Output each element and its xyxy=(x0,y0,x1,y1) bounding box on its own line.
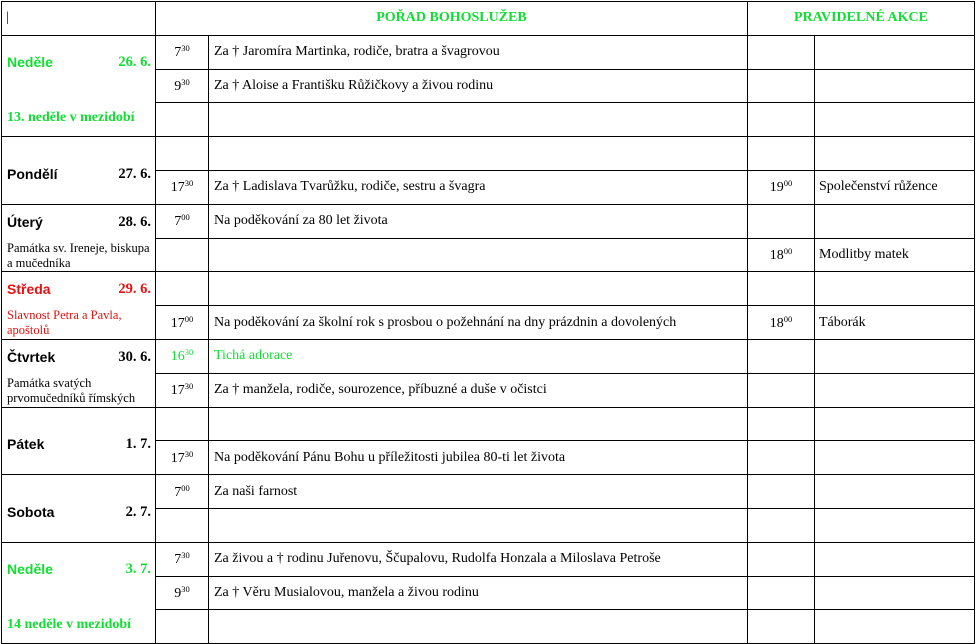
mass-intention xyxy=(209,407,748,441)
sunday-title: 13. neděle v mezidobí xyxy=(7,110,135,126)
activity-time-minute: 00 xyxy=(783,313,793,324)
mass-intention: Za naši farnost xyxy=(209,475,748,509)
mass-time-minute: 00 xyxy=(184,313,194,324)
mass-time-minute: 30 xyxy=(181,550,190,561)
activity-name xyxy=(815,137,975,171)
mass-intention: Za † Věru Musialovou, manžela a živou rodinu xyxy=(209,576,748,610)
schedule-row xyxy=(2,35,975,69)
activity-time xyxy=(748,373,815,407)
day-note: Slavnost Petra a Pavla, apoštolů xyxy=(7,308,122,338)
mass-time-hour: 16 xyxy=(170,349,185,365)
day-date: 28. 6. xyxy=(118,213,151,230)
mass-intention xyxy=(209,238,748,272)
activity-time xyxy=(748,339,815,373)
mass-time xyxy=(156,508,209,542)
activity-time-hour: 18 xyxy=(769,315,784,331)
day-header xyxy=(7,561,151,578)
mass-time-minute: 30 xyxy=(181,43,190,54)
mass-time-minute: 30 xyxy=(181,583,190,594)
mass-intention xyxy=(209,610,748,644)
activity-name xyxy=(815,610,975,644)
mass-intention xyxy=(209,103,748,137)
mass-intention: Za † Ladislava Tvarůžku, rodiče, sestru a švagra xyxy=(209,170,748,204)
mass-intention xyxy=(209,137,748,171)
schedule-row xyxy=(2,204,975,238)
mass-time xyxy=(156,475,209,509)
mass-time xyxy=(156,238,209,272)
mass-time xyxy=(156,137,209,171)
mass-intention: Za † Jaromíra Martinka, rodiče, bratra a švagrovou xyxy=(209,35,748,69)
mass-time xyxy=(156,610,209,644)
activity-time xyxy=(748,475,815,509)
activity-name xyxy=(815,35,975,69)
mass-time-hour: 17 xyxy=(170,180,185,196)
day-name: Úterý xyxy=(7,213,43,230)
day-date: 1. 7. xyxy=(125,436,151,453)
day-header xyxy=(7,281,151,298)
mass-time-hour: 17 xyxy=(170,450,185,466)
day-note: Památka svatých prvomučedníků římských xyxy=(7,375,136,405)
activity-time-minute: 00 xyxy=(783,178,793,189)
day-note: Památka sv. Ireneje, biskupa a mučedníka xyxy=(7,240,150,270)
mass-time-minute: 00 xyxy=(181,212,190,223)
activity-name xyxy=(815,576,975,610)
schedule-row xyxy=(2,542,975,576)
mass-time xyxy=(156,35,209,69)
mass-time-hour: 9 xyxy=(174,78,182,94)
mass-time-minute: 30 xyxy=(184,448,194,459)
mass-time-hour: 7 xyxy=(174,214,182,230)
activity-time xyxy=(748,204,815,238)
day-header xyxy=(7,166,151,183)
activities-title: PRAVIDELNÉ AKCE xyxy=(748,2,975,36)
mass-time-minute: 00 xyxy=(181,482,190,493)
mass-time-minute: 30 xyxy=(184,178,194,189)
day-cell xyxy=(2,137,156,205)
day-name: Pondělí xyxy=(7,165,58,182)
activity-name: Táborák xyxy=(815,306,975,340)
mass-intention xyxy=(209,508,748,542)
mass-intention: Na poděkování za školní rok s prosbou o požehnání na dny prázdnin a dovolených xyxy=(209,306,748,340)
activity-name xyxy=(815,475,975,509)
mass-intention: Za † manžela, rodiče, sourozence, příbuzné a duše v očistci xyxy=(209,373,748,407)
activity-time xyxy=(748,137,815,171)
schedule-row xyxy=(2,137,975,171)
activity-name xyxy=(815,272,975,306)
schedule-row xyxy=(2,272,975,306)
day-name: Čtvrtek xyxy=(7,348,56,365)
day-date: 27. 6. xyxy=(118,165,151,182)
mass-time xyxy=(156,170,209,204)
activity-time xyxy=(748,610,815,644)
day-name: Neděle xyxy=(7,53,53,70)
mass-time xyxy=(156,441,209,475)
mass-time xyxy=(156,69,209,103)
mass-time-hour: 17 xyxy=(170,315,185,331)
activity-time-minute: 00 xyxy=(783,245,793,256)
day-cell xyxy=(2,542,156,643)
day-date: 26. 6. xyxy=(118,53,151,70)
day-cell xyxy=(2,475,156,543)
activity-name xyxy=(815,339,975,373)
activity-time-hour: 18 xyxy=(769,247,784,263)
activity-time xyxy=(748,170,815,204)
activity-time xyxy=(748,306,815,340)
day-date: 29. 6. xyxy=(118,281,151,298)
mass-time xyxy=(156,272,209,306)
day-cell xyxy=(2,204,156,272)
schedule-title: POŘAD BOHOSLUŽEB xyxy=(156,2,748,36)
day-name: Sobota xyxy=(7,503,55,520)
day-cell xyxy=(2,407,156,475)
activity-name xyxy=(815,407,975,441)
schedule-row xyxy=(2,407,975,441)
activity-name xyxy=(815,69,975,103)
activity-name: Společenství růžence xyxy=(815,170,975,204)
mass-time xyxy=(156,407,209,441)
activity-time xyxy=(748,272,815,306)
mass-time-hour: 7 xyxy=(174,484,182,500)
mass-time-hour: 7 xyxy=(174,45,182,61)
mass-time-minute: 30 xyxy=(184,347,194,358)
sunday-title: 14 neděle v mezidobí xyxy=(7,617,132,633)
day-date: 2. 7. xyxy=(125,503,151,520)
mass-time xyxy=(156,576,209,610)
mass-intention: Tichá adorace xyxy=(209,339,748,373)
mass-time-minute: 30 xyxy=(181,76,190,87)
activity-time xyxy=(748,103,815,137)
mass-time-minute: 30 xyxy=(184,381,194,392)
activity-name xyxy=(815,542,975,576)
mass-time xyxy=(156,373,209,407)
mass-time xyxy=(156,306,209,340)
mass-intention: Na poděkování za 80 let života xyxy=(209,204,748,238)
mass-time xyxy=(156,204,209,238)
activity-time-hour: 19 xyxy=(769,180,784,196)
schedule-row xyxy=(2,339,975,373)
mass-intention: Na poděkování Pánu Bohu u příležitosti jubilea 80-ti let života xyxy=(209,441,748,475)
day-cell xyxy=(2,339,156,407)
mass-time-hour: 7 xyxy=(174,552,182,568)
day-date: 3. 7. xyxy=(125,560,151,577)
day-date: 30. 6. xyxy=(118,348,151,365)
activity-name xyxy=(815,204,975,238)
activity-name: Modlitby matek xyxy=(815,238,975,272)
day-header xyxy=(7,214,151,231)
mass-time xyxy=(156,339,209,373)
day-name: Pátek xyxy=(7,436,45,453)
day-header xyxy=(7,54,151,71)
day-cell xyxy=(2,35,156,136)
day-header xyxy=(7,349,151,366)
mass-time xyxy=(156,103,209,137)
schedule-row xyxy=(2,475,975,509)
activity-time xyxy=(748,35,815,69)
day-header xyxy=(7,436,151,453)
schedule-table xyxy=(1,1,975,644)
mass-time-hour: 17 xyxy=(170,383,185,399)
day-cell xyxy=(2,272,156,340)
day-name: Neděle xyxy=(7,560,53,577)
activity-name xyxy=(815,508,975,542)
mass-intention: Za † Aloise a Františku Růžičkovy a živou rodinu xyxy=(209,69,748,103)
activity-name xyxy=(815,103,975,137)
activity-name xyxy=(815,441,975,475)
activity-time xyxy=(748,542,815,576)
activity-time xyxy=(748,407,815,441)
activity-time xyxy=(748,69,815,103)
day-name: Středa xyxy=(7,281,51,298)
activity-time xyxy=(748,441,815,475)
mass-intention xyxy=(209,272,748,306)
activity-name xyxy=(815,373,975,407)
mass-intention: Za živou a † rodinu Juřenovu, Ščupalovu, Rudolfa Honzala a Miloslava Petroše xyxy=(209,542,748,576)
activity-time xyxy=(748,508,815,542)
activity-time xyxy=(748,238,815,272)
header-row xyxy=(2,2,975,36)
day-header xyxy=(7,504,151,521)
mass-time-hour: 9 xyxy=(174,585,182,601)
activity-time xyxy=(748,576,815,610)
corner-cell: | xyxy=(2,2,156,36)
mass-time xyxy=(156,542,209,576)
